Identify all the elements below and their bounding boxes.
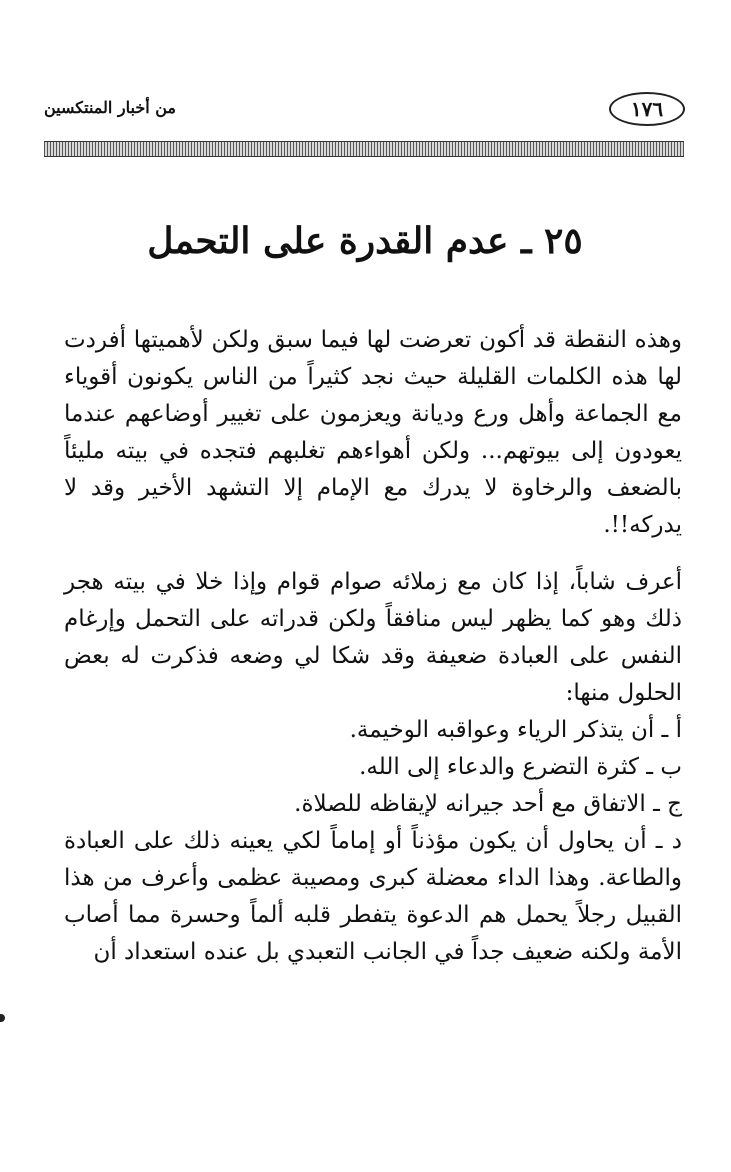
page-header xyxy=(44,88,684,124)
running-title: من أخبار المنتكسين xyxy=(44,98,176,117)
paragraph: أعرف شاباً، إذا كان مع زملائه صوام قوام وإذا خلا في بيته هجر ذلك وهو كما يظهر ليس منافقاً ولكن قدراته على التحمل وإرغام النفس على العبادة ضعيفة وقد شكا لي وضعه فذكرت له بعض الحلول منها: xyxy=(64,569,682,706)
paragraph: وهذه النقطة قد أكون تعرضت لها فيما سبق ولكن لأهميتها أفردت لها هذه الكلمات القليلة حيث نجد كثيراً من الناس يكونون أقوياء مع الجماعة وأهل ورع وديانة ويعزمون على تغيير أوضاعهم عندما يعودون إلى بيوتهم... ولكن أهواءهم تغلبهم فتجده في بيته مليئاً بالضعف والرخاوة لا يدرك مع الإمام إلا التشهد الأخير وقد لا يدركه!!. xyxy=(64,327,682,538)
list-item: ب ـ كثرة التضرع والدعاء إلى الله. xyxy=(359,754,682,780)
list-item: د ـ أن يحاول أن يكون مؤذناً أو إماماً لكي يعينه ذلك على العبادة والطاعة. وهذا الداء معضلة كبرى ومصيبة عظمى وأعرف من هذا القبيل رجلاً يحمل هم الدعوة يتفطر قلبه ألماً وحسرة مما أصاب الأمة ولكنه ضعيف جداً في الجانب التعبدي بل عنده استعداد أن xyxy=(64,828,682,965)
chapter-title: ٢٥ ـ عدم القدرة على التحمل xyxy=(147,220,583,262)
list-item: أ ـ أن يتذكر الرياء وعواقبه الوخيمة. xyxy=(349,717,682,743)
body-text xyxy=(64,322,682,971)
header-rule xyxy=(44,141,684,157)
list-item: ج ـ الاتفاق مع أحد جيرانه لإيقاظه للصلاة. xyxy=(294,791,682,817)
page-number: ١٧٦ xyxy=(609,92,685,126)
page-edge-mark xyxy=(0,1014,5,1022)
